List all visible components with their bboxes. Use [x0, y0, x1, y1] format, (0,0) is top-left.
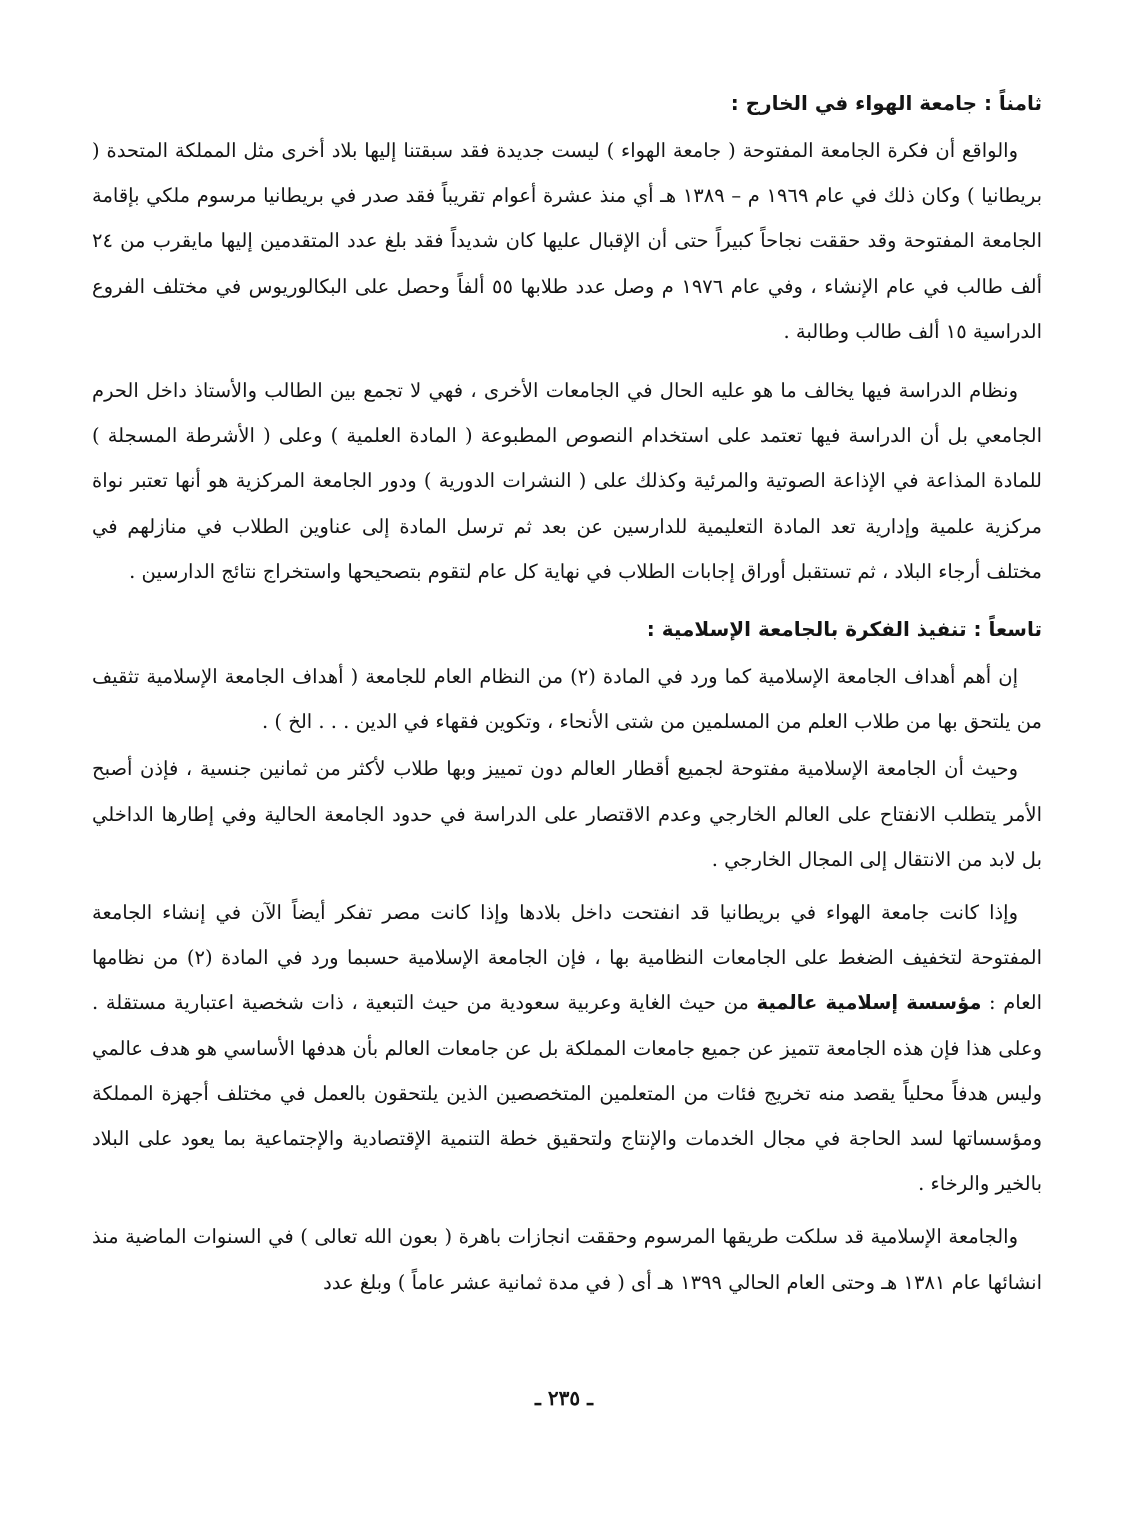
paragraph-achievements: والجامعة الإسلامية قد سلكت طريقها المرسوم وحققت انجازات باهرة ( بعون الله تعالى ) في السنوات الماضية منذ انشائها عام ١٣٨١ هـ وحتى العام الحالي ١٣٩٩ هـ أى ( في مدة ثمانية عشر عاماً ) وبلغ عدد	[92, 1225, 1042, 1294]
emphasis-global-islamic-institution: مؤسسة إسلامية عالمية	[756, 991, 982, 1015]
paragraph-global-institution	[92, 890, 1042, 1206]
paragraph-open-university-uk: والواقع أن فكرة الجامعة المفتوحة ( جامعة الهواء ) ليست جديدة فقد سبقتنا إليها بلاد أخرى مثل المملكة المتحدة ( بريطانيا ) وكان ذلك في عام ١٩٦٩ م – ١٣٨٩ هـ أي منذ عشرة أعوام تقريباً فقد صدر في بريطانيا مرسوم ملكي بإقامة الجامعة المفتوحة وقد حققت نجاحاً كبيراً حتى أن الإقبال عليها كان شديداً فقد بلغ عدد المتقدمين إليها مايقرب من ٢٤ ألف طالب في عام الإنشاء ، وفي عام ١٩٧٦ م وصل عدد طلابها ٥٥ ألفاً وحصل على البكالوريوس في مختلف الفروع الدراسية ١٥ ألف طالب وطالبة .	[92, 139, 1043, 343]
paragraph-university-goals: إن أهم أهداف الجامعة الإسلامية كما ورد في المادة (٢) من النظام العام للجامعة ( أهداف الجامعة الإسلامية تثقيف من يلتحق بها من طلاب العلم من المسلمين من شتى الأنحاء ، وتكوين فقهاء في الدين . . . الخ ) .	[92, 665, 1042, 734]
paragraph-study-system: ونظام الدراسة فيها يخالف ما هو عليه الحال في الجامعات الأخرى ، فهي لا تجمع بين الطالب والأستاذ داخل الحرم الجامعي بل أن الدراسة فيها تعتمد على استخدام النصوص المطبوعة ( المادة العلمية ) وعلى ( الأشرطة المسجلة ) للمادة المذاعة في الإذاعة الصوتية والمرئية وكذلك على ( النشرات الدورية ) ودور الجامعة المركزية هو أنها تعتبر نواة مركزية علمية وإدارية تعد المادة التعليمية للدارسين عن بعد ثم ترسل المادة إلى عناوين الطلاب في منازلهم في مختلف أرجاء البلاد ، ثم تستقبل أوراق إجابات الطلاب في نهاية كل عام لتقوم بتصحيحها واستخراج نتائج الدارسين .	[92, 379, 1042, 583]
page-body	[92, 82, 1042, 1305]
section-heading-8: ثامناً : جامعة الهواء في الخارج :	[730, 91, 1042, 115]
paragraph-text-start: وإذا كانت جامعة الهواء في بريطانيا قد انفتحت داخل بلادها وإذا كانت مصر تفكر أيضاً الآن في إنشاء الجامعة المفتوحة لتخفيف الضغط على الجامعات النظامية بها ، فإن الجامعة الإسلامية حسبما ورد في المادة (٢) من نظامها العام :	[92, 901, 1042, 1015]
page-number: ـ ٢٣٥ ـ	[535, 1386, 593, 1410]
paragraph-open-to-world: وحيث أن الجامعة الإسلامية مفتوحة لجميع أقطار العالم دون تمييز وبها طلاب لأكثر من ثمانين جنسية ، فإذن أصبح الأمر يتطلب الانفتاح على العالم الخارجي وعدم الاقتصار على الدراسة في حدود الجامعة الحالية وفي إطارها الداخلي بل لابد من الانتقال إلى المجال الخارجي .	[92, 757, 1042, 871]
section-heading-9: تاسعاً : تنفيذ الفكرة بالجامعة الإسلامية :	[646, 617, 1042, 642]
paragraph-text-end: من حيث الغاية وعربية سعودية من حيث التبعية ، ذات شخصية اعتبارية مستقلة . وعلى هذا فإن هذه الجامعة تتميز عن جميع جامعات المملكة بل عن جامعات العالم بأن هدفها الأساسي هو هدف عالمي وليس هدفاً محلياً يقصد منه تخريج فئات من المتعلمين المتخصصين الذين يلتحقون بالعمل في مختلف أجهزة المملكة ومؤسساتها لسد الحاجة في مجال الخدمات والإنتاج ولتحقيق خطة التنمية الإقتصادية والإجتماعية بما يعود على البلاد بالخير والرخاء .	[92, 991, 1042, 1196]
